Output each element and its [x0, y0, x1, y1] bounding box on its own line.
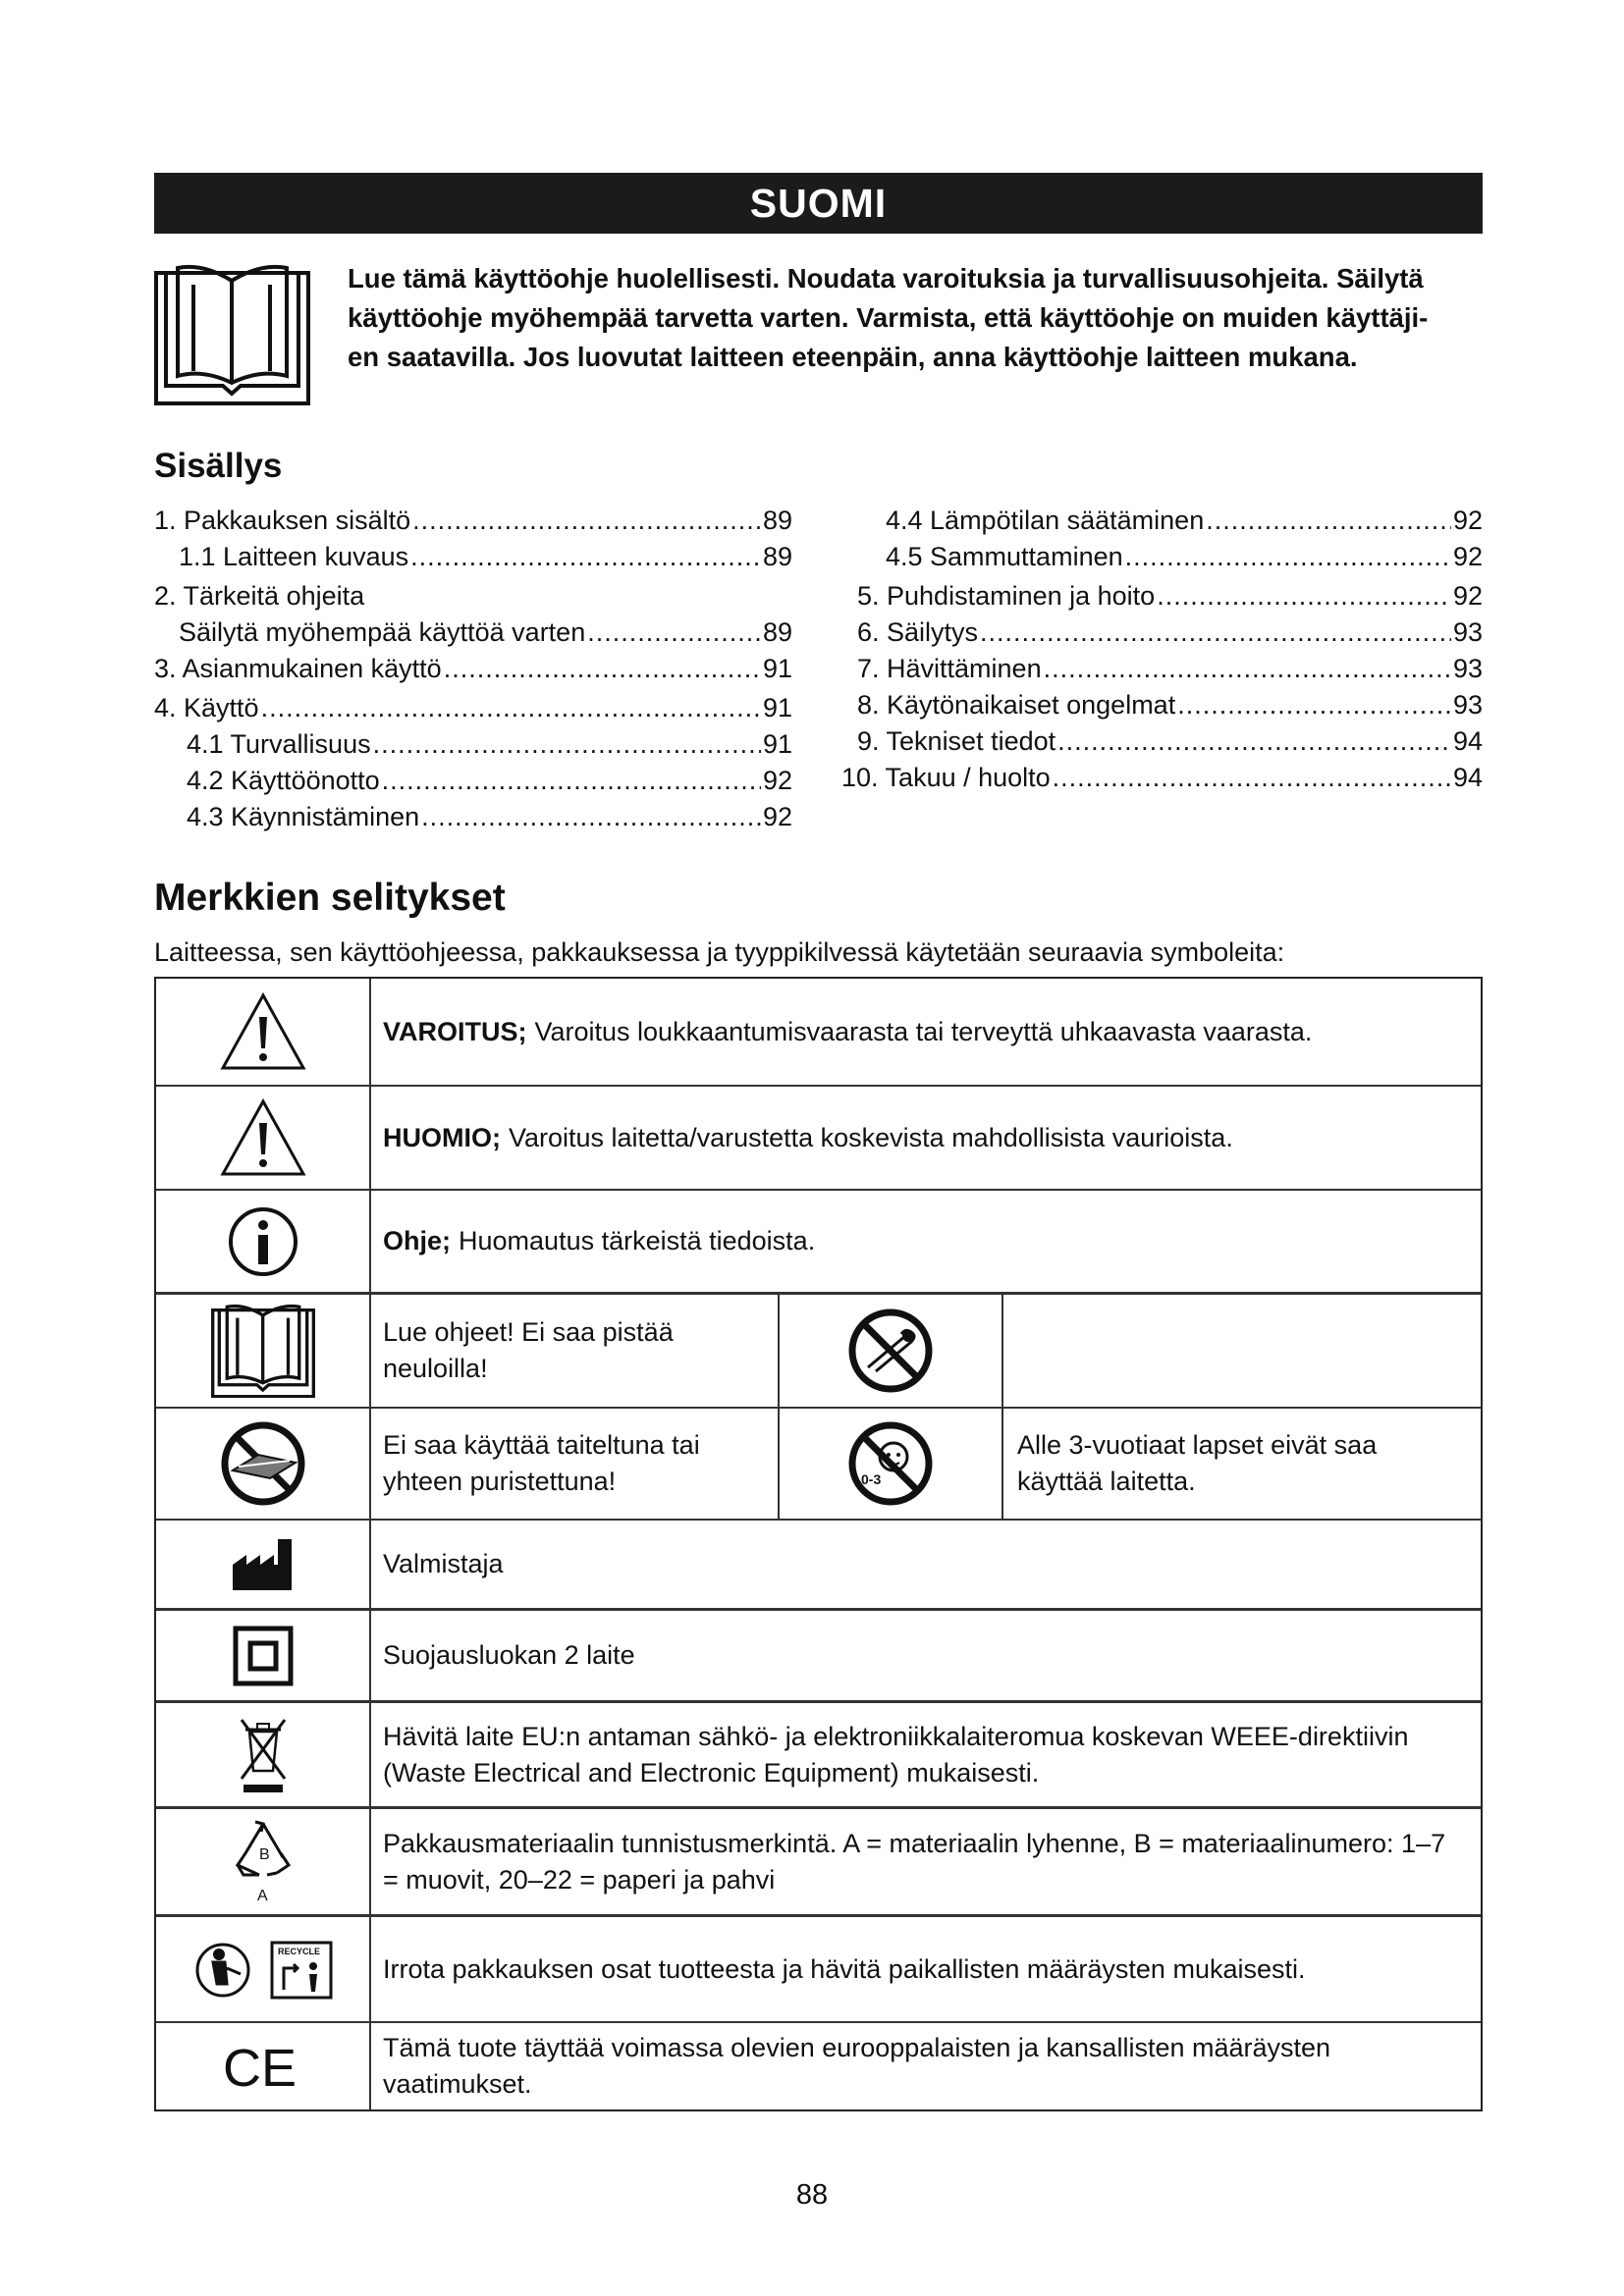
caution-triangle-icon — [156, 1087, 371, 1189]
toc-entry: 6. Säilytys ..... 93 — [839, 614, 1483, 651]
symbol-row — [156, 1806, 1481, 1914]
book-icon — [156, 1295, 371, 1407]
toc-entry: 3. Asianmukainen käyttö ..... 91 — [154, 651, 792, 687]
symbol-description: Lue ohjeet! Ei saa pistää neuloilla! — [383, 1317, 674, 1383]
toc-entry: 1.1 Laitteen kuvaus ..... 89 — [154, 539, 792, 575]
symbol-row — [156, 1407, 1481, 1519]
toc-entry: 9. Tekniset tiedot ..... 94 — [839, 723, 1483, 760]
page-number: 88 — [795, 2179, 829, 2211]
toc-left-column — [154, 503, 792, 835]
symbol-row — [156, 1292, 1481, 1407]
toc-right-column — [839, 503, 1483, 796]
symbol-row — [156, 1085, 1481, 1189]
age-label: 0-3 — [861, 1471, 882, 1487]
recycling-code-icon — [156, 1809, 371, 1914]
symbol-description: Hävitä laite EU:n antaman sähkö- ja elektroniikkalaiteromua koskevan WEEE-direktiivin (Waste Electrical and Electronic Equipment) mukaisesti. — [383, 1721, 1409, 1788]
symbols-intro: Laitteessa, sen käyttöohjeessa, pakkauksessa ja tyyppikilvessä käytetään seuraavia symboleita: — [154, 937, 1285, 967]
toc-entry: 2. Tärkeitä ohjeita — [154, 581, 365, 611]
toc-entry: 8. Käytönaikaiset ongelmat ..... 93 — [839, 687, 1483, 723]
toc-entry: 4.3 Käynnistäminen ..... 92 — [154, 799, 792, 835]
toc-entry: 4.4 Lämpötilan säätäminen ..... 92 — [839, 503, 1483, 539]
section-header: SUOMI — [154, 173, 1483, 234]
cell-divider — [1001, 1409, 1003, 1519]
symbol-row — [156, 1189, 1481, 1292]
symbol-row — [156, 1700, 1481, 1806]
toc-entry: Säilytä myöhempää käyttöä varten ..... 89 — [154, 614, 792, 651]
symbols-title: Merkkien selitykset — [154, 877, 506, 919]
weee-bin-icon — [156, 1703, 371, 1806]
symbols-table — [154, 977, 1483, 2111]
symbol-description: Valmistaja — [383, 1549, 504, 1578]
toc-entry: 5. Puhdistaminen ja hoito ..... 92 — [839, 578, 1483, 614]
symbol-description: Alle 3-vuotiaat lapset eivät saa käyttää laitetta. — [1017, 1430, 1378, 1496]
symbol-description: Tämä tuote täyttää voimassa olevien eurooppalaisten ja kansallisten määräysten vaatimukset. — [383, 2033, 1331, 2099]
ce-label: CE — [222, 2039, 297, 2094]
symbol-row — [156, 1608, 1481, 1700]
recycle-label: RECYCLE — [277, 1947, 320, 1956]
ce-mark-icon — [156, 2023, 371, 2109]
symbol-description: VAROITUS; Varoitus loukkaantumisvaarasta tai terveyttä uhkaavasta vaarasta. — [383, 1016, 1313, 1046]
intro-line: en saatavilla. Jos luovutat laitteen eteenpäin, anna käyttöohje laitteen mukana. — [348, 342, 1358, 372]
symbol-description: Irrota pakkauksen osat tuotteesta ja hävitä paikallisten määräysten mukaisesti. — [383, 1953, 1306, 1984]
manufacturer-icon — [156, 1521, 371, 1608]
toc-title: Sisällys — [154, 447, 283, 485]
toc-entry: 4.1 Turvallisuus ..... 91 — [154, 726, 792, 763]
symbol-description: Suojausluokan 2 laite — [383, 1640, 635, 1670]
code-b-label: B — [258, 1845, 270, 1863]
symbol-description: Pakkausmateriaalin tunnistusmerkintä. A = materiaalin lyhenne, B = materiaalinumero: 1–7 = muovit, 20–22 = paperi ja pahvi — [383, 1828, 1446, 1895]
no-fold-icon — [156, 1409, 371, 1519]
symbol-description: Ohje; Huomautus tärkeistä tiedoista. — [383, 1226, 816, 1255]
toc-entry: 4. Käyttö ..... 91 — [154, 690, 792, 726]
cell-divider — [1001, 1295, 1003, 1407]
no-pins-icon — [780, 1295, 1001, 1407]
intro-line: käyttöohje myöhempää tarvetta varten. Varmista, että käyttöohje on muiden käyttäji- — [348, 302, 1429, 333]
toc-entry: 1. Pakkauksen sisältö ..... 89 — [154, 503, 792, 539]
info-icon — [156, 1191, 371, 1292]
symbol-row — [156, 1914, 1481, 2021]
class-2-icon — [156, 1611, 371, 1700]
book-icon — [154, 263, 310, 405]
toc-entry: 10. Takuu / huolto ..... 94 — [839, 760, 1483, 796]
symbol-description: HUOMIO; Varoitus laitetta/varustetta koskevista mahdollisista vaurioista. — [383, 1122, 1233, 1152]
code-a-label: A — [256, 1887, 268, 1904]
symbol-row — [156, 979, 1481, 1085]
toc-entry: 7. Hävittäminen ..... 93 — [839, 651, 1483, 687]
toc-entry: 4.5 Sammuttaminen ..... 92 — [839, 539, 1483, 575]
symbol-row — [156, 2021, 1481, 2109]
warning-triangle-icon — [156, 979, 371, 1085]
symbol-description: Ei saa käyttää taiteltuna tai yhteen puristettuna! — [383, 1430, 700, 1496]
recycle-icons — [156, 1917, 371, 2021]
intro-line: Lue tämä käyttöohje huolellisesti. Noudata varoituksia ja turvallisuusohjeita. Säilytä — [348, 263, 1424, 294]
toc-entry: 4.2 Käyttöönotto ..... 92 — [154, 763, 792, 799]
intro-text — [348, 259, 1487, 377]
symbol-row — [156, 1519, 1481, 1608]
no-children-0-3-icon — [780, 1409, 1001, 1519]
